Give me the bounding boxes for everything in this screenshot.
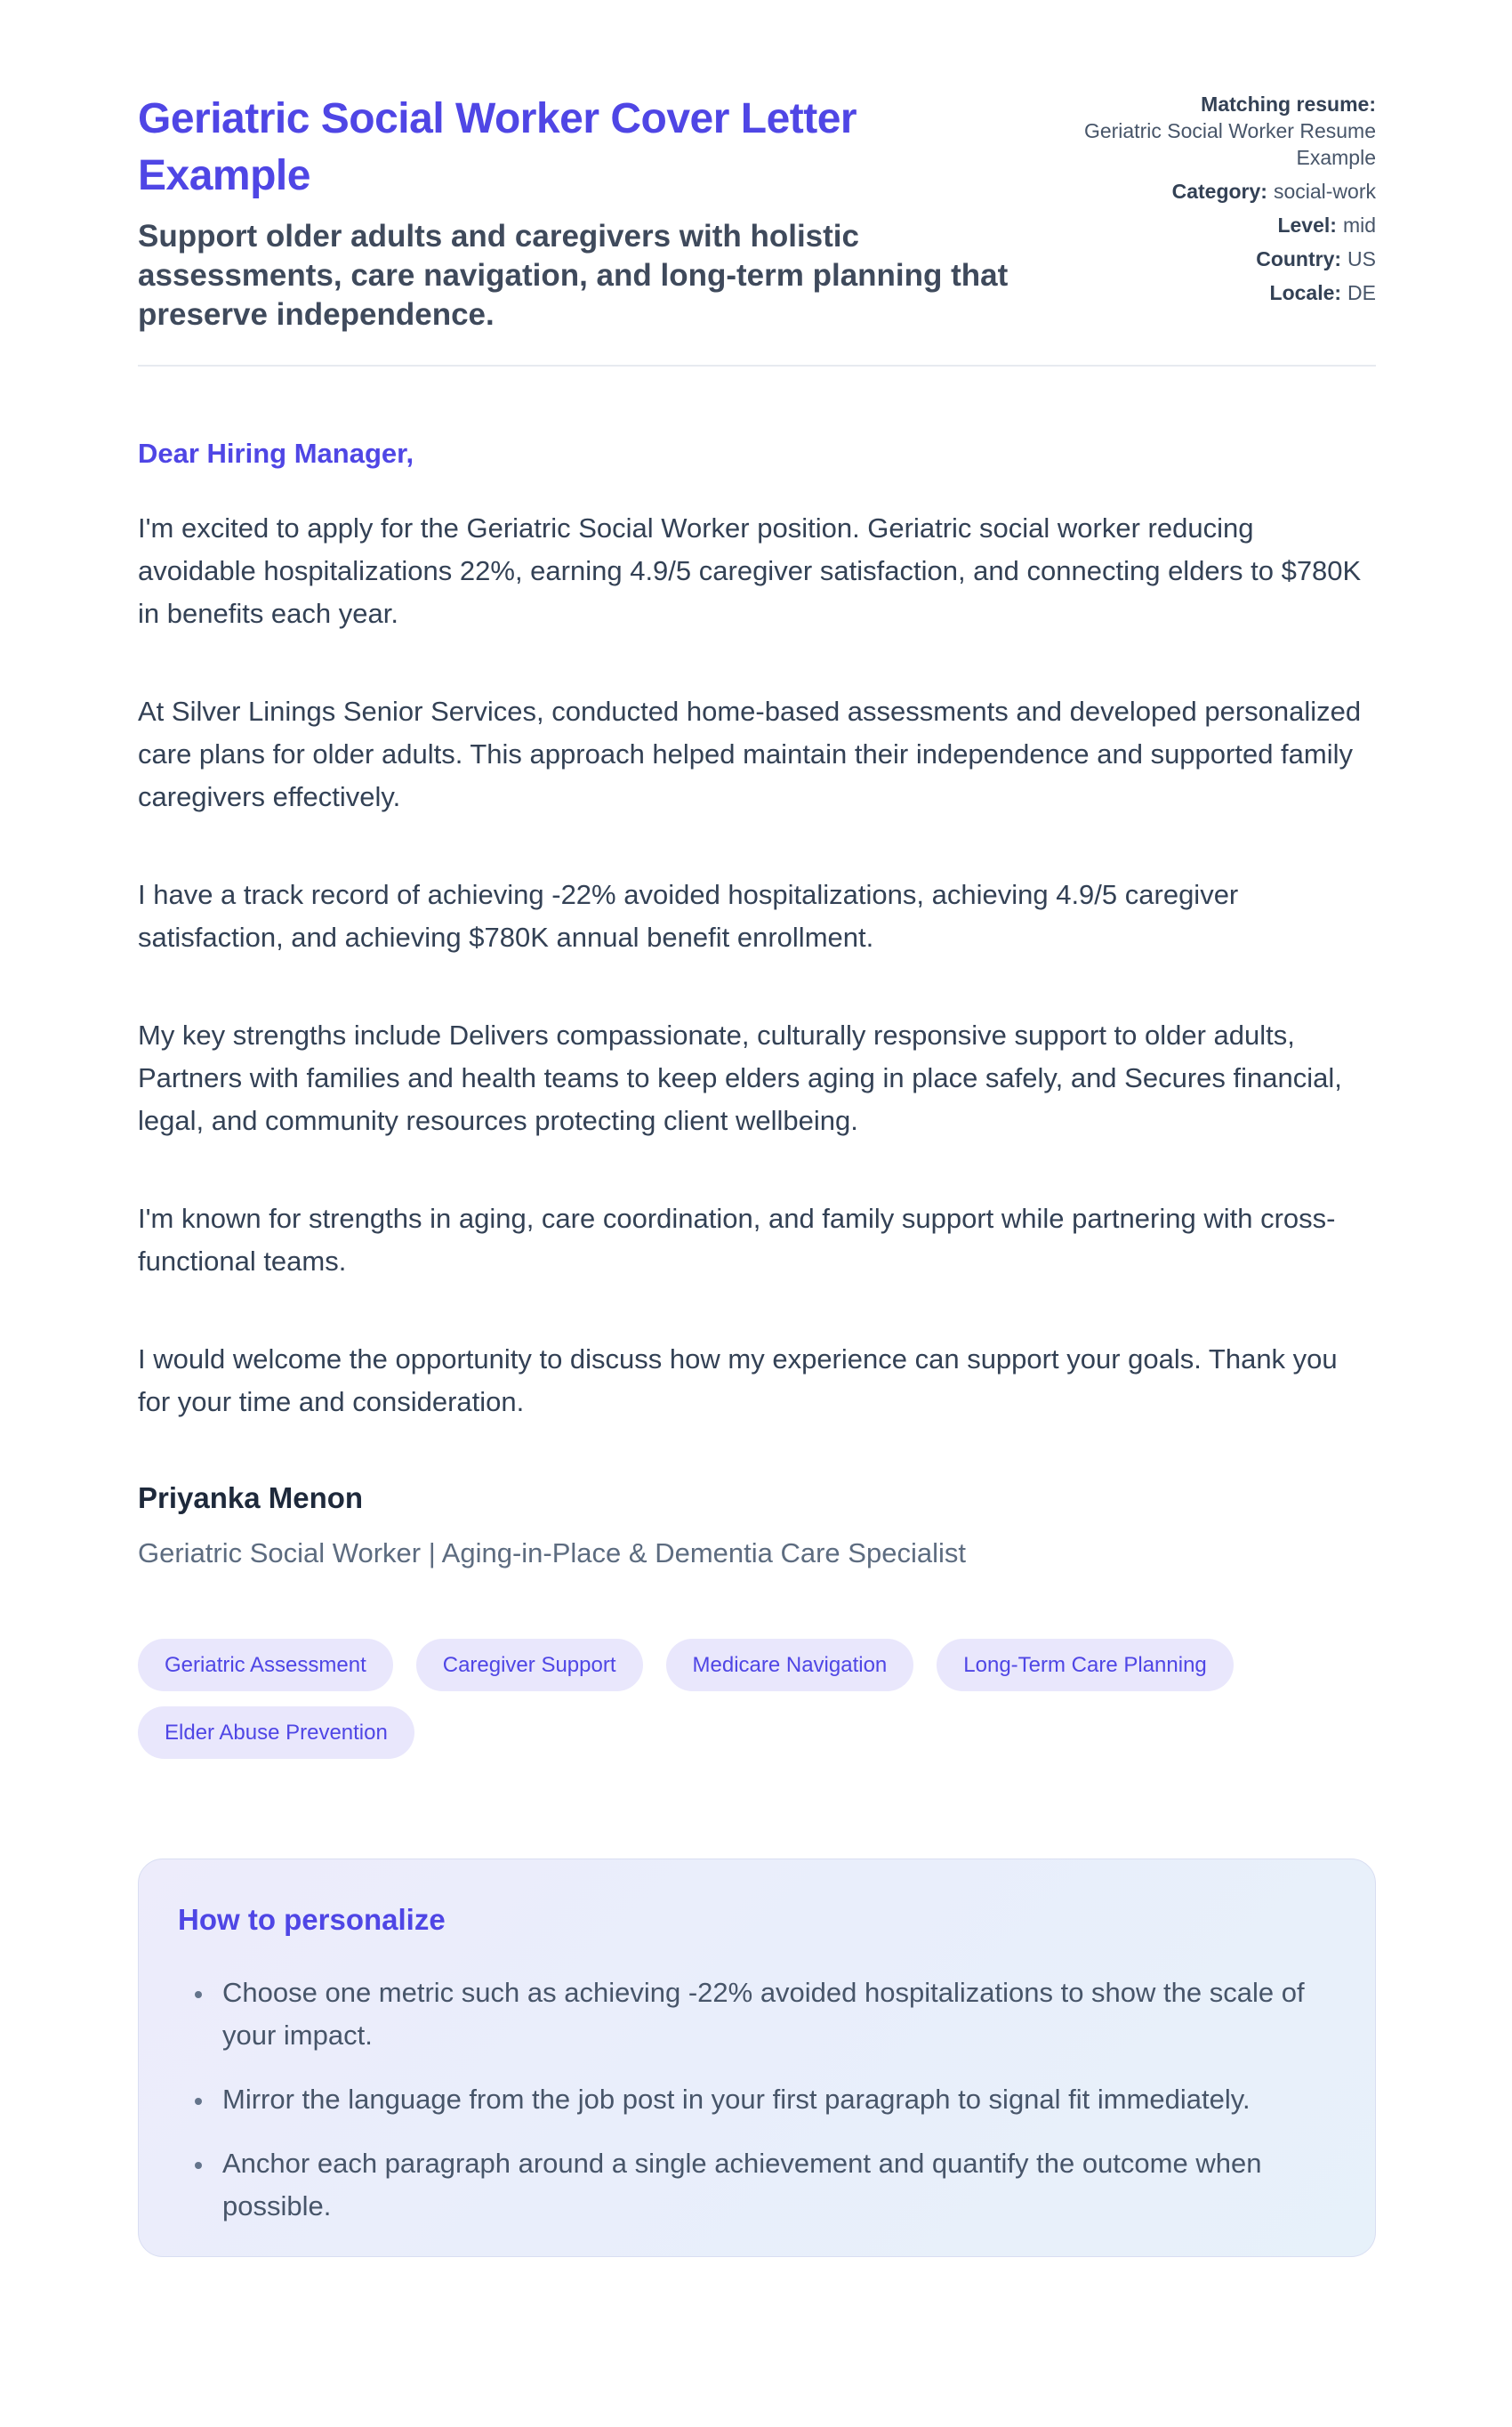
letter-paragraph-2: At Silver Linings Senior Services, conducted home-based assessments and developed personalized care plans for older adults. This approach helped maintain their independence and supported family caregivers effectively. xyxy=(138,696,1362,812)
title-block xyxy=(138,91,1038,335)
page-title: Geriatric Social Worker Cover Letter Example xyxy=(138,95,857,199)
tag-pill-elder-abuse-prevention[interactable]: Elder Abuse Prevention xyxy=(138,1706,414,1759)
meta-category-value: social-work xyxy=(1273,180,1376,203)
tag-pill-geriatric-assessment[interactable]: Geriatric Assessment xyxy=(138,1639,393,1691)
signature-title: Geriatric Social Worker | Aging-in-Place & Dementia Care Specialist xyxy=(138,1537,966,1568)
tips-callout xyxy=(138,1859,1376,2257)
meta-matching-resume xyxy=(1074,91,1376,171)
meta-locale xyxy=(1074,279,1376,306)
salutation: Dear Hiring Manager, xyxy=(138,438,414,469)
tip-item-1: • Choose one metric such as achieving -22% avoided hospitalizations to show the scale of your impact. xyxy=(215,1971,1336,2057)
signature xyxy=(138,1479,1376,1575)
meta-matching-resume-value: Geriatric Social Worker Resume Example xyxy=(1083,119,1376,169)
tag-pill-caregiver-support[interactable]: Caregiver Support xyxy=(416,1639,643,1691)
header-divider xyxy=(138,365,1376,367)
letter-paragraph-1: I'm excited to apply for the Geriatric Social Worker position. Geriatric social worker reducing avoidable hospitalizations 22%, earning 4.9/5 caregiver satisfaction, and connecting elders to $780K in benefits each year. xyxy=(138,512,1362,629)
meta-locale-value: DE xyxy=(1347,281,1376,304)
letter-paragraph-4: My key strengths include Delivers compassionate, culturally responsive support to older adults, Partners with families and health teams to keep elders aging in place safely, and Secures financial, legal, and community resources protecting client wellbeing. xyxy=(138,1020,1342,1136)
letter-paragraph-3: I have a track record of achieving -22% avoided hospitalizations, achieving 4.9/5 caregiver satisfaction, and achieving $780K annual benefit enrollment. xyxy=(138,879,1239,953)
signature-name: Priyanka Menon xyxy=(138,1481,364,1514)
tip-item-2: • Mirror the language from the job post in your first paragraph to signal fit immediately. xyxy=(215,2078,1336,2121)
tag-pill-medicare-navigation[interactable]: Medicare Navigation xyxy=(666,1639,914,1691)
tag-list xyxy=(138,1639,1376,1759)
meta-matching-resume-label: Matching resume: xyxy=(1201,93,1376,116)
meta-country xyxy=(1074,246,1376,272)
meta-level-value: mid xyxy=(1342,214,1376,237)
tips-heading: How to personalize xyxy=(178,1903,446,1936)
letter-paragraph-5: I'm known for strengths in aging, care coordination, and family support while partnering with cross-functional teams. xyxy=(138,1203,1336,1277)
meta-category-label: Category: xyxy=(1171,180,1267,203)
tips-list xyxy=(178,1971,1336,2228)
page-subtitle: Support older adults and caregivers with holistic assessments, care navigation, and long-term planning that preserve independence. xyxy=(138,219,1009,332)
meta-category xyxy=(1074,178,1376,205)
meta-locale-label: Locale: xyxy=(1269,281,1342,304)
meta-country-value: US xyxy=(1347,247,1376,270)
tip-item-3: • Anchor each paragraph around a single achievement and quantify the outcome when possible. xyxy=(215,2142,1336,2228)
meta-level-label: Level: xyxy=(1277,214,1337,237)
letter-body xyxy=(138,432,1376,1575)
letter-paragraph-6: I would welcome the opportunity to discuss how my experience can support your goals. Thank you for your time and consideration. xyxy=(138,1343,1338,1417)
meta-country-label: Country: xyxy=(1256,247,1342,270)
meta-level xyxy=(1074,212,1376,238)
header xyxy=(138,91,1376,335)
tag-pill-long-term-care-planning[interactable]: Long-Term Care Planning xyxy=(937,1639,1233,1691)
meta-block xyxy=(1074,91,1376,306)
